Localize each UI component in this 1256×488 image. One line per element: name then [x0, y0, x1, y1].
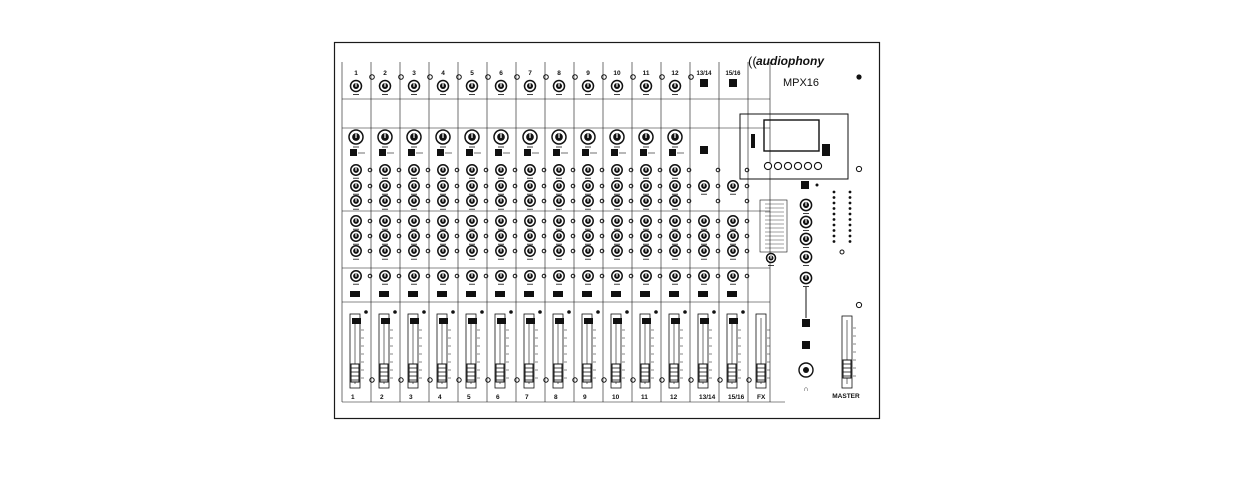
- channel-number-bottom: 11: [641, 394, 648, 401]
- compressor-button: [669, 149, 676, 156]
- mute-button-icon: [669, 291, 679, 297]
- compressor-button: [524, 149, 531, 156]
- compressor-button: [437, 149, 444, 156]
- channel-number-bottom: 3: [409, 394, 413, 401]
- clip-led-icon: [567, 310, 571, 314]
- mute-button-icon: [495, 291, 505, 297]
- mute-button-icon: [524, 291, 534, 297]
- compressor-button: [582, 149, 589, 156]
- mute-button-icon: [350, 291, 360, 297]
- channel-number-top: 4: [441, 70, 445, 77]
- channel-number-bottom: 2: [380, 394, 384, 401]
- clip-led-icon: [683, 310, 687, 314]
- channel-number-bottom: 12: [670, 394, 678, 401]
- meter-led: [849, 202, 852, 205]
- mute-button-icon: [698, 291, 708, 297]
- brand-logo-mark: ((: [748, 54, 757, 69]
- clip-led-icon: [364, 310, 368, 314]
- player-button-icon: [804, 162, 811, 169]
- channel-number-top: 9: [586, 70, 590, 77]
- headphone-jack: [803, 367, 809, 373]
- meter-led: [833, 196, 836, 199]
- compressor-button: [553, 149, 560, 156]
- channel-number-bottom: 7: [525, 394, 529, 401]
- channel-number-top: 7: [528, 70, 532, 77]
- fx-button[interactable]: [801, 181, 809, 189]
- meter-led: [849, 224, 852, 227]
- clip-led-icon: [712, 310, 716, 314]
- fader-cap: [496, 364, 504, 382]
- channel-number-bottom: 10: [612, 394, 620, 401]
- mute-button-icon: [611, 291, 621, 297]
- channel-number-top: 11: [642, 70, 650, 77]
- compressor-button: [611, 149, 618, 156]
- channel-number-top: 8: [557, 70, 561, 77]
- fader-cap: [641, 364, 649, 382]
- fader-cap: [525, 364, 533, 382]
- fader-cap: [583, 364, 591, 382]
- master-fader-cap: [843, 360, 851, 378]
- channel-number-top: 5: [470, 70, 474, 77]
- meter-led: [849, 229, 852, 232]
- fader-cap: [728, 364, 736, 382]
- mute-button-icon: [408, 291, 418, 297]
- clip-led-icon: [480, 310, 484, 314]
- channel-number-top: 1: [354, 70, 358, 77]
- model-name: MPX16: [782, 77, 820, 89]
- fader-cap: [612, 364, 620, 382]
- brand-logo: audiophony: [756, 54, 824, 68]
- meter-led: [833, 207, 836, 210]
- compressor-button: [495, 149, 502, 156]
- line-select-button: [729, 79, 737, 87]
- compressor-button: [379, 149, 386, 156]
- clip-led-icon: [422, 310, 426, 314]
- meter-led: [833, 218, 836, 221]
- meter-led: [849, 218, 852, 221]
- channel-number-bottom: 6: [496, 394, 500, 401]
- mute-button-icon: [379, 291, 389, 297]
- meter-led: [833, 191, 836, 194]
- clip-led-icon: [625, 310, 629, 314]
- channel-number-bottom: 15/16: [728, 394, 745, 401]
- fx-send-button[interactable]: [802, 319, 810, 327]
- mute-button-icon: [640, 291, 650, 297]
- player-button-icon: [774, 162, 781, 169]
- meter-led: [849, 213, 852, 216]
- mute-button-icon: [437, 291, 447, 297]
- channel-number-bottom: 5: [467, 394, 471, 401]
- channel-number-top: 15/16: [725, 71, 741, 77]
- clip-led-icon: [741, 310, 745, 314]
- player-button-icon: [784, 162, 791, 169]
- stereo-mode-button: [700, 146, 708, 154]
- meter-led: [849, 196, 852, 199]
- meter-led: [833, 240, 836, 243]
- mute-button-icon: [727, 291, 737, 297]
- meter-led: [833, 213, 836, 216]
- clip-led-icon: [596, 310, 600, 314]
- headphone-symbol: ∩: [803, 386, 809, 393]
- channel-number-top: 10: [613, 70, 621, 77]
- clip-led-icon: [393, 310, 397, 314]
- channel-number-top: 12: [671, 70, 679, 77]
- clip-led-icon: [509, 310, 513, 314]
- channel-number-bottom: 13/14: [699, 394, 716, 401]
- channel-number-bottom: FX: [757, 394, 766, 401]
- channel-number-top: 13/14: [696, 71, 712, 77]
- channel-number-bottom: 4: [438, 394, 442, 401]
- fader-cap: [380, 364, 388, 382]
- fader-cap: [699, 364, 707, 382]
- mute-button-icon: [466, 291, 476, 297]
- fader-cap: [351, 364, 359, 382]
- meter-led: [833, 202, 836, 205]
- channel-number-top: 3: [412, 70, 416, 77]
- channel-number-bottom: 8: [554, 394, 558, 401]
- mute-button-icon: [553, 291, 563, 297]
- compressor-button: [640, 149, 647, 156]
- fader-cap: [409, 364, 417, 382]
- usb-icon: [822, 144, 830, 156]
- fader-cap: [467, 364, 475, 382]
- phones-button[interactable]: [802, 341, 810, 349]
- fader-cap: [438, 364, 446, 382]
- fader-cap: [757, 364, 765, 382]
- meter-led: [849, 207, 852, 210]
- player-button-icon: [794, 162, 801, 169]
- clip-led-icon: [538, 310, 542, 314]
- clip-led-icon: [654, 310, 658, 314]
- line-select-button: [700, 79, 708, 87]
- meter-led: [849, 240, 852, 243]
- meter-led: [833, 235, 836, 238]
- fader-cap: [554, 364, 562, 382]
- channel-number-top: 2: [383, 70, 387, 77]
- screw-icon: [856, 74, 861, 79]
- compressor-button: [408, 149, 415, 156]
- sd-card-icon: [751, 134, 755, 148]
- channel-number-bottom: 9: [583, 394, 587, 401]
- master-label: MASTER: [832, 393, 860, 400]
- fx-led-icon: [816, 184, 819, 187]
- meter-led: [849, 191, 852, 194]
- meter-led: [833, 224, 836, 227]
- player-button-icon: [764, 162, 771, 169]
- compressor-button: [466, 149, 473, 156]
- meter-led: [849, 235, 852, 238]
- channel-number-top: 6: [499, 70, 503, 77]
- clip-led-icon: [451, 310, 455, 314]
- mute-button-icon: [582, 291, 592, 297]
- player-button-icon: [814, 162, 821, 169]
- fader-cap: [670, 364, 678, 382]
- channel-number-bottom: 1: [351, 394, 355, 401]
- compressor-button: [350, 149, 357, 156]
- meter-led: [833, 229, 836, 232]
